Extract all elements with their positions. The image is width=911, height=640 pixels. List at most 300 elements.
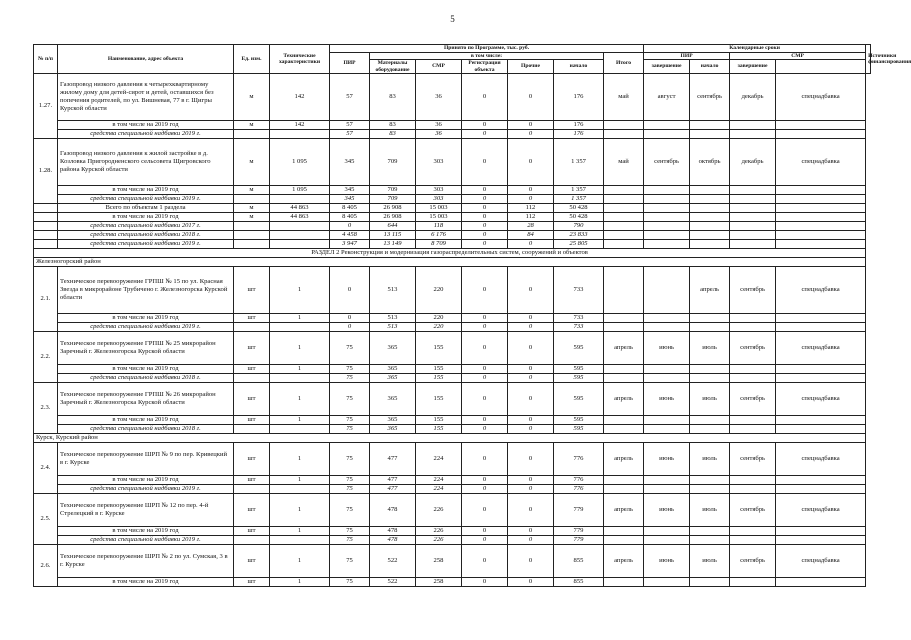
cell-reg: 0 bbox=[462, 536, 508, 545]
cell-e1 bbox=[644, 267, 690, 314]
cell-empty bbox=[776, 365, 866, 374]
row-label: средства специальной надбавки 2019 г. bbox=[58, 130, 234, 139]
cell-tech: 1 bbox=[270, 578, 330, 587]
cell-total: 790 bbox=[554, 222, 604, 231]
cell-reg: 0 bbox=[462, 485, 508, 494]
district-heading-row bbox=[34, 434, 871, 443]
object-row bbox=[34, 545, 871, 578]
cell-empty bbox=[604, 121, 644, 130]
cell-pir: 75 bbox=[330, 374, 370, 383]
cell-tech: 1 bbox=[270, 365, 330, 374]
total-row bbox=[34, 186, 871, 195]
cell-tech: 1 bbox=[270, 314, 330, 323]
cell-smr: 226 bbox=[416, 494, 462, 527]
object-row bbox=[34, 494, 871, 527]
cell-unit: м bbox=[234, 186, 270, 195]
cell-empty bbox=[604, 186, 644, 195]
cell-unit bbox=[234, 195, 270, 204]
cell-pir: 0 bbox=[330, 314, 370, 323]
cell-source: спецнадбавка bbox=[776, 139, 866, 186]
cell-other: 0 bbox=[508, 74, 554, 121]
cell-tech: 44 863 bbox=[270, 213, 330, 222]
row-number: 2.2. bbox=[34, 332, 58, 383]
cell-unit bbox=[234, 485, 270, 494]
cell-pir: 3 947 bbox=[330, 240, 370, 249]
cell-source: спецнадбавка bbox=[776, 267, 866, 314]
object-name: Техническое перевооружение ШРП № 9 по пер. Кривецкий в г. Курске bbox=[58, 443, 234, 476]
cell-reg: 0 bbox=[462, 186, 508, 195]
cell-other: 0 bbox=[508, 186, 554, 195]
cell-s1: апрель bbox=[604, 443, 644, 476]
cell-e2: сентябрь bbox=[730, 494, 776, 527]
cell-mat: 478 bbox=[370, 536, 416, 545]
total-row bbox=[34, 213, 871, 222]
cell-empty bbox=[644, 365, 690, 374]
object-name: Техническое перевооружение ГРПШ № 26 микрорайон Заречный г. Железногорска Курской области bbox=[58, 383, 234, 416]
cell-empty bbox=[776, 536, 866, 545]
cell-e1: июнь bbox=[644, 545, 690, 578]
cell-empty bbox=[776, 578, 866, 587]
cell-other: 0 bbox=[508, 476, 554, 485]
funding-row bbox=[34, 374, 871, 383]
cell-reg: 0 bbox=[462, 383, 508, 416]
cell-s1: май bbox=[604, 74, 644, 121]
cell-mat: 709 bbox=[370, 186, 416, 195]
cell-mat: 477 bbox=[370, 443, 416, 476]
cell-empty bbox=[730, 416, 776, 425]
cell-empty bbox=[730, 130, 776, 139]
cell-mat: 709 bbox=[370, 195, 416, 204]
header-calendar: Календарные сроки bbox=[644, 45, 866, 53]
row-label: средства специальной надбавки 2018 г. bbox=[58, 425, 234, 434]
cell-s1: апрель bbox=[604, 494, 644, 527]
cell-total: 595 bbox=[554, 374, 604, 383]
cell-pir: 345 bbox=[330, 139, 370, 186]
cell-pir: 0 bbox=[330, 267, 370, 314]
header-start-pir: начало bbox=[554, 60, 604, 74]
cell-tech bbox=[270, 323, 330, 332]
cell-other: 0 bbox=[508, 578, 554, 587]
cell-pir: 57 bbox=[330, 121, 370, 130]
cell-total: 779 bbox=[554, 527, 604, 536]
cell-empty bbox=[604, 416, 644, 425]
cell-other: 0 bbox=[508, 536, 554, 545]
total-row bbox=[34, 527, 871, 536]
cell-empty bbox=[644, 485, 690, 494]
cell-total: 776 bbox=[554, 485, 604, 494]
total-row bbox=[34, 314, 871, 323]
cell-e1: июнь bbox=[644, 332, 690, 365]
cell-empty bbox=[776, 416, 866, 425]
header-smr: СМР bbox=[416, 60, 462, 74]
cell-total: 779 bbox=[554, 494, 604, 527]
cell-smr: 258 bbox=[416, 545, 462, 578]
cell-mat: 478 bbox=[370, 527, 416, 536]
object-name: Техническое перевооружение ШРП № 2 по ул. Сумская, 3 в г. Курске bbox=[58, 545, 234, 578]
cell-empty bbox=[690, 416, 730, 425]
cell-smr: 36 bbox=[416, 130, 462, 139]
cell-pir: 57 bbox=[330, 130, 370, 139]
cell-tech: 1 bbox=[270, 332, 330, 365]
cell-smr: 303 bbox=[416, 195, 462, 204]
cell-empty bbox=[644, 186, 690, 195]
cell-e2: сентябрь bbox=[730, 332, 776, 365]
cell-total: 50 428 bbox=[554, 204, 604, 213]
cell-empty bbox=[690, 121, 730, 130]
cell-empty bbox=[776, 222, 866, 231]
section-title: РАЗДЕЛ 2 Реконструкция и модернизация газораспределительных систем, сооружений и объектов bbox=[34, 249, 866, 258]
cell-empty bbox=[690, 476, 730, 485]
cell-empty bbox=[730, 222, 776, 231]
row-label: в том числе на 2019 год bbox=[58, 476, 234, 485]
cell-total: 595 bbox=[554, 365, 604, 374]
cell-empty bbox=[776, 425, 866, 434]
cell-empty bbox=[690, 536, 730, 545]
cell-source: спецнадбавка bbox=[776, 74, 866, 121]
cell-pir: 75 bbox=[330, 332, 370, 365]
cell-unit bbox=[234, 374, 270, 383]
cell-empty bbox=[644, 314, 690, 323]
cell-empty bbox=[776, 213, 866, 222]
cell-empty bbox=[690, 213, 730, 222]
cell-total: 733 bbox=[554, 323, 604, 332]
cell-total: 733 bbox=[554, 314, 604, 323]
cell-tech bbox=[270, 425, 330, 434]
cell-smr: 258 bbox=[416, 578, 462, 587]
cell-pir: 345 bbox=[330, 186, 370, 195]
cell-unit: шт bbox=[234, 443, 270, 476]
district-title: Курск, Курский район bbox=[34, 434, 866, 443]
cell-empty bbox=[690, 130, 730, 139]
funding-row bbox=[34, 240, 871, 249]
cell-empty bbox=[604, 240, 644, 249]
cell-empty bbox=[690, 527, 730, 536]
cell-mat: 522 bbox=[370, 545, 416, 578]
cell-unit bbox=[234, 222, 270, 231]
cell-tech: 1 bbox=[270, 443, 330, 476]
cell-smr: 36 bbox=[416, 121, 462, 130]
header-incl: в том числе: bbox=[370, 52, 604, 60]
cell-empty bbox=[604, 130, 644, 139]
cell-pir: 4 458 bbox=[330, 231, 370, 240]
cell-unit: шт bbox=[234, 545, 270, 578]
object-row bbox=[34, 139, 871, 186]
cell-reg: 0 bbox=[462, 494, 508, 527]
cell-smr: 155 bbox=[416, 332, 462, 365]
cell-empty bbox=[690, 374, 730, 383]
cell-smr: 8 709 bbox=[416, 240, 462, 249]
object-name: Газопровод низкого давления к четырехквартирному жилому дому для детей-сирот и детей, оставшихся без попечения родителей, по ул. Вишневая, 77 в г. Щигры Курской области bbox=[58, 74, 234, 121]
row-label: средства специальной надбавки 2017 г. bbox=[58, 222, 234, 231]
cell-empty bbox=[644, 578, 690, 587]
cell-mat: 26 908 bbox=[370, 213, 416, 222]
cell-total: 50 428 bbox=[554, 213, 604, 222]
cell-empty bbox=[644, 527, 690, 536]
cell-smr: 224 bbox=[416, 485, 462, 494]
cell-smr: 155 bbox=[416, 374, 462, 383]
cell-unit bbox=[234, 240, 270, 249]
cell-s1: май bbox=[604, 139, 644, 186]
cell-unit: м bbox=[234, 121, 270, 130]
cell-empty bbox=[690, 485, 730, 494]
cell-empty bbox=[644, 222, 690, 231]
funding-row bbox=[34, 195, 871, 204]
cell-reg: 0 bbox=[462, 545, 508, 578]
cell-reg: 0 bbox=[462, 139, 508, 186]
cell-tech: 1 bbox=[270, 494, 330, 527]
cell-reg: 0 bbox=[462, 527, 508, 536]
cell-e2: сентябрь bbox=[730, 267, 776, 314]
cell-reg: 0 bbox=[462, 365, 508, 374]
cell-other: 0 bbox=[508, 494, 554, 527]
cell-empty bbox=[644, 213, 690, 222]
cell-other: 0 bbox=[508, 443, 554, 476]
cell-tech: 142 bbox=[270, 121, 330, 130]
header-other: Прочие bbox=[508, 60, 554, 74]
cell-other: 0 bbox=[508, 374, 554, 383]
cell-reg: 0 bbox=[462, 74, 508, 121]
cell-other: 0 bbox=[508, 545, 554, 578]
cell-unit bbox=[234, 425, 270, 434]
cell-reg: 0 bbox=[462, 443, 508, 476]
cell-pir: 0 bbox=[330, 222, 370, 231]
object-name: Газопровод низкого давления к жилой застройке в д. Козловка Пригородненского сельсовета Щигровского района Курской области bbox=[58, 139, 234, 186]
row-label: Всего по объектам 1 раздела bbox=[58, 204, 234, 213]
cell-empty bbox=[604, 374, 644, 383]
cell-unit: шт bbox=[234, 332, 270, 365]
cell-empty bbox=[604, 231, 644, 240]
cell-empty bbox=[644, 536, 690, 545]
cell-pir: 345 bbox=[330, 195, 370, 204]
cell-total: 25 805 bbox=[554, 240, 604, 249]
cell-empty bbox=[604, 314, 644, 323]
funding-row bbox=[34, 425, 871, 434]
cell-empty bbox=[730, 213, 776, 222]
cell-pir: 75 bbox=[330, 425, 370, 434]
row-number: 2.1. bbox=[34, 267, 58, 332]
cell-s2: апрель bbox=[690, 267, 730, 314]
total-row bbox=[34, 578, 871, 587]
cell-mat: 83 bbox=[370, 74, 416, 121]
cell-smr: 15 003 bbox=[416, 213, 462, 222]
cell-e1: август bbox=[644, 74, 690, 121]
cell-other: 0 bbox=[508, 425, 554, 434]
header-total: Итого bbox=[604, 52, 644, 74]
object-name: Техническое перевооружение ГРПШ № 15 по ул. Красная Звезда в микрорайоне Трубичено г. Железногорска Курской области bbox=[58, 267, 234, 314]
page-number: 5 bbox=[450, 14, 455, 24]
cell-total: 779 bbox=[554, 536, 604, 545]
cell-total: 176 bbox=[554, 121, 604, 130]
total-row bbox=[34, 416, 871, 425]
cell-other: 0 bbox=[508, 365, 554, 374]
cell-mat: 83 bbox=[370, 121, 416, 130]
cell-smr: 220 bbox=[416, 314, 462, 323]
cell-empty bbox=[604, 476, 644, 485]
cell-e1: сентябрь bbox=[644, 139, 690, 186]
cell-s1: апрель bbox=[604, 383, 644, 416]
header-source: Источники финансирования bbox=[866, 45, 871, 74]
cell-empty bbox=[644, 130, 690, 139]
cell-empty bbox=[690, 231, 730, 240]
row-number-empty bbox=[34, 204, 58, 213]
cell-other: 0 bbox=[508, 240, 554, 249]
cell-pir: 75 bbox=[330, 383, 370, 416]
cell-empty bbox=[730, 476, 776, 485]
cell-source: спецнадбавка bbox=[776, 545, 866, 578]
cell-unit: шт bbox=[234, 494, 270, 527]
row-number: 2.5. bbox=[34, 494, 58, 545]
cell-mat: 709 bbox=[370, 139, 416, 186]
cell-reg: 0 bbox=[462, 240, 508, 249]
cell-pir: 75 bbox=[330, 365, 370, 374]
cell-pir: 75 bbox=[330, 476, 370, 485]
cell-unit: м bbox=[234, 139, 270, 186]
cell-unit: шт bbox=[234, 383, 270, 416]
cell-empty bbox=[644, 374, 690, 383]
cell-mat: 644 bbox=[370, 222, 416, 231]
cell-empty bbox=[776, 186, 866, 195]
cell-tech: 44 863 bbox=[270, 204, 330, 213]
row-number-empty bbox=[34, 231, 58, 240]
cell-tech: 1 095 bbox=[270, 139, 330, 186]
cell-empty bbox=[690, 222, 730, 231]
row-number: 2.4. bbox=[34, 443, 58, 494]
cell-mat: 365 bbox=[370, 332, 416, 365]
cell-other: 112 bbox=[508, 213, 554, 222]
cell-tech: 1 bbox=[270, 545, 330, 578]
cell-empty bbox=[690, 425, 730, 434]
cell-e2: сентябрь bbox=[730, 545, 776, 578]
cell-empty bbox=[776, 130, 866, 139]
object-name: Техническое перевооружение ГРПШ № 25 микрорайон Заречный г. Железногорска Курской области bbox=[58, 332, 234, 365]
header-reg: Регистрация объекта bbox=[462, 60, 508, 74]
cell-empty bbox=[644, 240, 690, 249]
cell-empty bbox=[730, 314, 776, 323]
cell-smr: 226 bbox=[416, 527, 462, 536]
cell-mat: 513 bbox=[370, 314, 416, 323]
cell-mat: 365 bbox=[370, 383, 416, 416]
cell-reg: 0 bbox=[462, 231, 508, 240]
cell-pir: 8 405 bbox=[330, 204, 370, 213]
row-number: 2.3. bbox=[34, 383, 58, 434]
cell-pir: 75 bbox=[330, 443, 370, 476]
cell-s2: сентябрь bbox=[690, 74, 730, 121]
row-label: в том числе на 2019 год bbox=[58, 527, 234, 536]
cell-mat: 477 bbox=[370, 476, 416, 485]
cell-smr: 303 bbox=[416, 139, 462, 186]
header-name: Наименование, адрес объекта bbox=[58, 45, 234, 74]
cell-unit: м bbox=[234, 74, 270, 121]
cell-empty bbox=[690, 195, 730, 204]
cell-e1: июнь bbox=[644, 494, 690, 527]
cell-other: 0 bbox=[508, 332, 554, 365]
row-label: в том числе на 2019 год bbox=[58, 121, 234, 130]
cell-unit bbox=[234, 323, 270, 332]
cell-empty bbox=[644, 231, 690, 240]
cell-pir: 75 bbox=[330, 527, 370, 536]
cell-empty bbox=[776, 485, 866, 494]
funding-row bbox=[34, 231, 871, 240]
cell-mat: 26 908 bbox=[370, 204, 416, 213]
cell-empty bbox=[730, 578, 776, 587]
cell-smr: 224 bbox=[416, 476, 462, 485]
cell-empty bbox=[776, 527, 866, 536]
cell-empty bbox=[644, 121, 690, 130]
cell-empty bbox=[730, 231, 776, 240]
cell-empty bbox=[776, 231, 866, 240]
cell-pir: 75 bbox=[330, 536, 370, 545]
cell-reg: 0 bbox=[462, 374, 508, 383]
cell-unit: м bbox=[234, 213, 270, 222]
cell-smr: 220 bbox=[416, 267, 462, 314]
cell-other: 0 bbox=[508, 383, 554, 416]
cell-tech bbox=[270, 240, 330, 249]
cell-reg: 0 bbox=[462, 222, 508, 231]
cell-other: 84 bbox=[508, 231, 554, 240]
cell-other: 0 bbox=[508, 416, 554, 425]
cell-total: 776 bbox=[554, 443, 604, 476]
row-number-empty bbox=[34, 240, 58, 249]
cell-s1: апрель bbox=[604, 545, 644, 578]
cell-unit bbox=[234, 231, 270, 240]
cell-pir: 75 bbox=[330, 578, 370, 587]
cell-empty bbox=[776, 314, 866, 323]
total-row bbox=[34, 121, 871, 130]
cell-tech bbox=[270, 374, 330, 383]
cell-smr: 155 bbox=[416, 365, 462, 374]
cell-other: 0 bbox=[508, 323, 554, 332]
object-row bbox=[34, 443, 871, 476]
header-pir: ПИР bbox=[330, 52, 370, 74]
cell-other: 0 bbox=[508, 139, 554, 186]
funding-row bbox=[34, 536, 871, 545]
cell-empty bbox=[644, 204, 690, 213]
cell-reg: 0 bbox=[462, 314, 508, 323]
cell-mat: 83 bbox=[370, 130, 416, 139]
cell-s1: апрель bbox=[604, 332, 644, 365]
row-number-empty bbox=[34, 213, 58, 222]
cell-mat: 365 bbox=[370, 416, 416, 425]
cell-unit bbox=[234, 130, 270, 139]
funding-row bbox=[34, 485, 871, 494]
cell-empty bbox=[776, 195, 866, 204]
cell-tech bbox=[270, 536, 330, 545]
cell-s2: июль bbox=[690, 545, 730, 578]
cell-empty bbox=[730, 186, 776, 195]
cell-mat: 513 bbox=[370, 267, 416, 314]
cell-empty bbox=[730, 536, 776, 545]
cell-total: 595 bbox=[554, 416, 604, 425]
cell-reg: 0 bbox=[462, 195, 508, 204]
header-end-pir: завершение bbox=[644, 60, 690, 74]
cell-unit: шт bbox=[234, 578, 270, 587]
cell-empty bbox=[604, 527, 644, 536]
header-accepted: Принято по Программе, тыс. руб. bbox=[330, 45, 644, 53]
row-label: средства специальной надбавки 2018 г. bbox=[58, 374, 234, 383]
header-cal-smr: СМР bbox=[730, 52, 866, 60]
row-label: средства специальной надбавки 2019 г. bbox=[58, 485, 234, 494]
cell-mat: 13 115 bbox=[370, 231, 416, 240]
cell-source: спецнадбавка bbox=[776, 494, 866, 527]
cell-smr: 303 bbox=[416, 186, 462, 195]
header-start-smr: начало bbox=[690, 60, 730, 74]
cell-total: 595 bbox=[554, 383, 604, 416]
cell-source: спецнадбавка bbox=[776, 383, 866, 416]
cell-e2: декабрь bbox=[730, 139, 776, 186]
cell-total: 855 bbox=[554, 578, 604, 587]
cell-e2: сентябрь bbox=[730, 443, 776, 476]
cell-tech: 142 bbox=[270, 74, 330, 121]
